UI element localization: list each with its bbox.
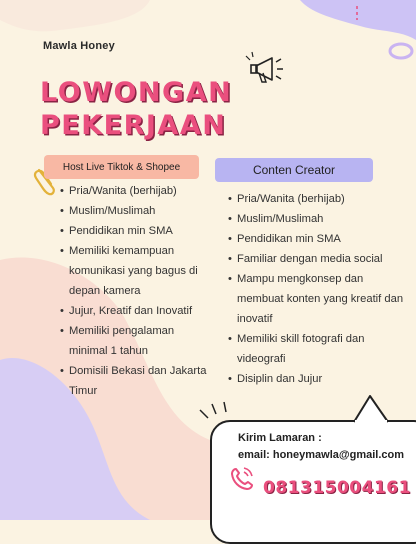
list-item: • Familiar dengan media social — [228, 249, 408, 269]
list-item: • Memiliki skill fotografi dan videografi — [228, 329, 408, 369]
list-item: • Pria/Wanita (berhijab) — [228, 189, 408, 209]
job-title-host-live: Host Live Tiktok & Shopee — [44, 155, 199, 179]
list-item: • Disiplin dan Jujur — [228, 369, 408, 389]
list-item: • Pendidikan min SMA — [60, 221, 212, 241]
brand-name: Mawla Honey — [43, 40, 115, 52]
lavender-blob-top-right — [300, 0, 416, 40]
job-title-content-creator: Conten Creator — [215, 158, 373, 182]
peach-blob-top-left — [0, 0, 150, 31]
host-live-requirements — [60, 181, 212, 401]
bubble-tail — [352, 394, 392, 424]
megaphone-icon — [244, 50, 288, 90]
content-creator-requirements — [228, 189, 408, 389]
list-item: • Memiliki pengalaman minimal 1 tahun — [60, 321, 212, 361]
list-item: • Pendidikan min SMA — [228, 229, 408, 249]
list-item: • Jujur, Kreatif dan Inovatif — [60, 301, 212, 321]
contact-label: Kirim Lamaran : — [238, 432, 322, 444]
contact-email[interactable]: email: honeymawla@gmail.com — [238, 449, 404, 461]
list-item: • Muslim/Muslimah — [228, 209, 408, 229]
title-line-2: PEKERJAAN — [40, 110, 227, 141]
list-item: • Muslim/Muslimah — [60, 201, 212, 221]
list-item: • Mampu mengkonsep dan membuat konten yang kreatif dan inovatif — [228, 269, 408, 329]
spark-lines — [200, 402, 226, 418]
list-item: • Memiliki kemampuan komunikasi yang bagus di depan kamera — [60, 241, 212, 301]
list-item: • Pria/Wanita (berhijab) — [60, 181, 212, 201]
list-item: • Domisili Bekasi dan Jakarta Timur — [60, 361, 212, 401]
title-line-1: LOWONGAN — [40, 77, 233, 108]
ring-decoration — [390, 44, 412, 58]
phone-icon — [228, 465, 256, 493]
contact-phone[interactable]: 081315004161 — [263, 478, 411, 498]
